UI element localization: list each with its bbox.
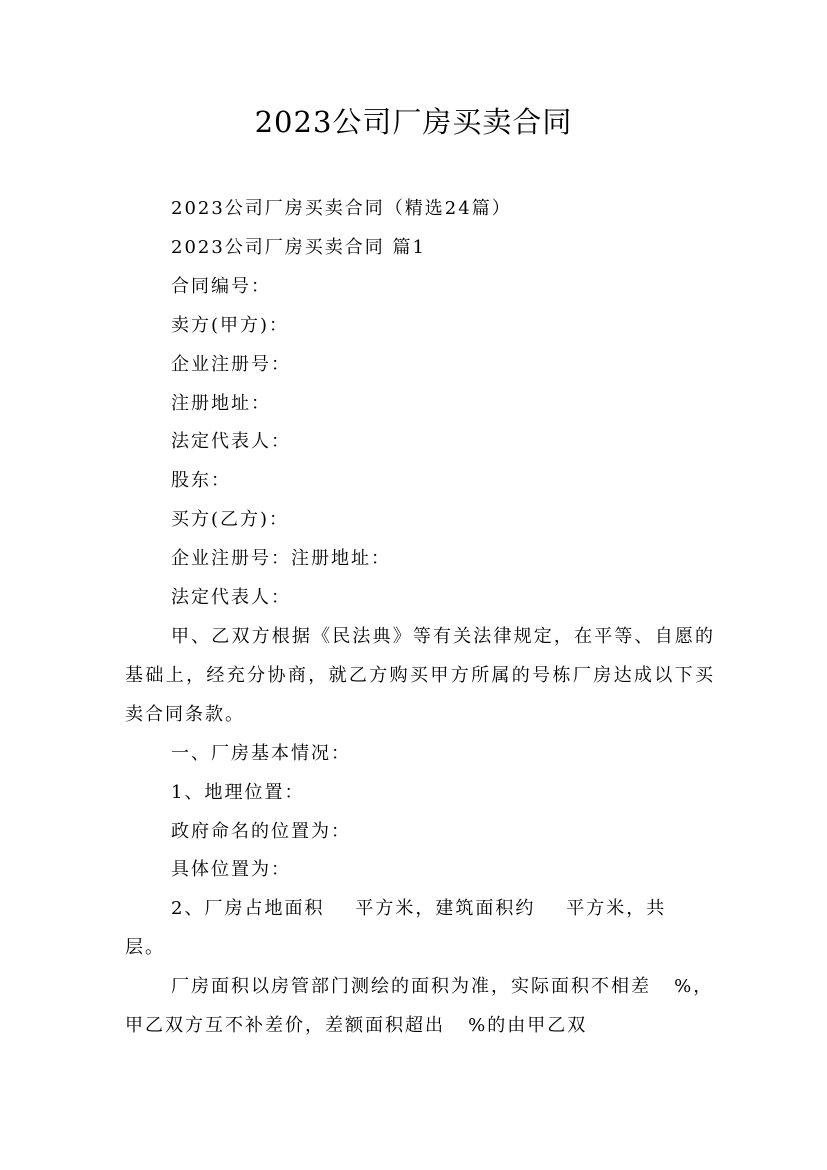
- paragraph: 2023公司厂房买卖合同 篇1: [171, 236, 426, 258]
- paragraph: 厂房面积以房管部门测绘的面积为准，实际面积不相差 %，甲乙双方互不补差价，差额面积超出 %的由甲乙双: [125, 976, 714, 1037]
- paragraph: 具体位置为：: [171, 859, 291, 881]
- document-title: 2023公司厂房买卖合同: [254, 105, 573, 139]
- paragraph: 政府命名的位置为：: [171, 820, 351, 842]
- paragraph: 股东：: [171, 470, 231, 492]
- document-body: [125, 190, 715, 1046]
- paragraph: 一、厂房基本情况：: [171, 742, 351, 764]
- paragraph: 买方(乙方)：: [171, 509, 290, 531]
- paragraph: 企业注册号：: [171, 353, 291, 375]
- paragraph: 企业注册号：注册地址：: [171, 548, 391, 570]
- paragraph: 1、地理位置：: [171, 781, 305, 803]
- paragraph: 2023公司厂房买卖合同（精选24篇）: [171, 198, 512, 219]
- paragraph: 注册地址：: [171, 392, 271, 414]
- paragraph: 甲、乙双方根据《民法典》等有关法律规定，在平等、自愿的基础上，经充分协商，就乙方购买甲方所属的号栋厂房达成以下买卖合同条款。: [125, 625, 715, 725]
- paragraph: 2、厂房占地面积 平方米，建筑面积约 平方米，共 层。: [125, 898, 698, 959]
- paragraph: 卖方(甲方)：: [171, 314, 290, 336]
- paragraph: 合同编号：: [171, 275, 271, 297]
- paragraph: 法定代表人：: [171, 431, 291, 453]
- paragraph: 法定代表人：: [171, 587, 291, 609]
